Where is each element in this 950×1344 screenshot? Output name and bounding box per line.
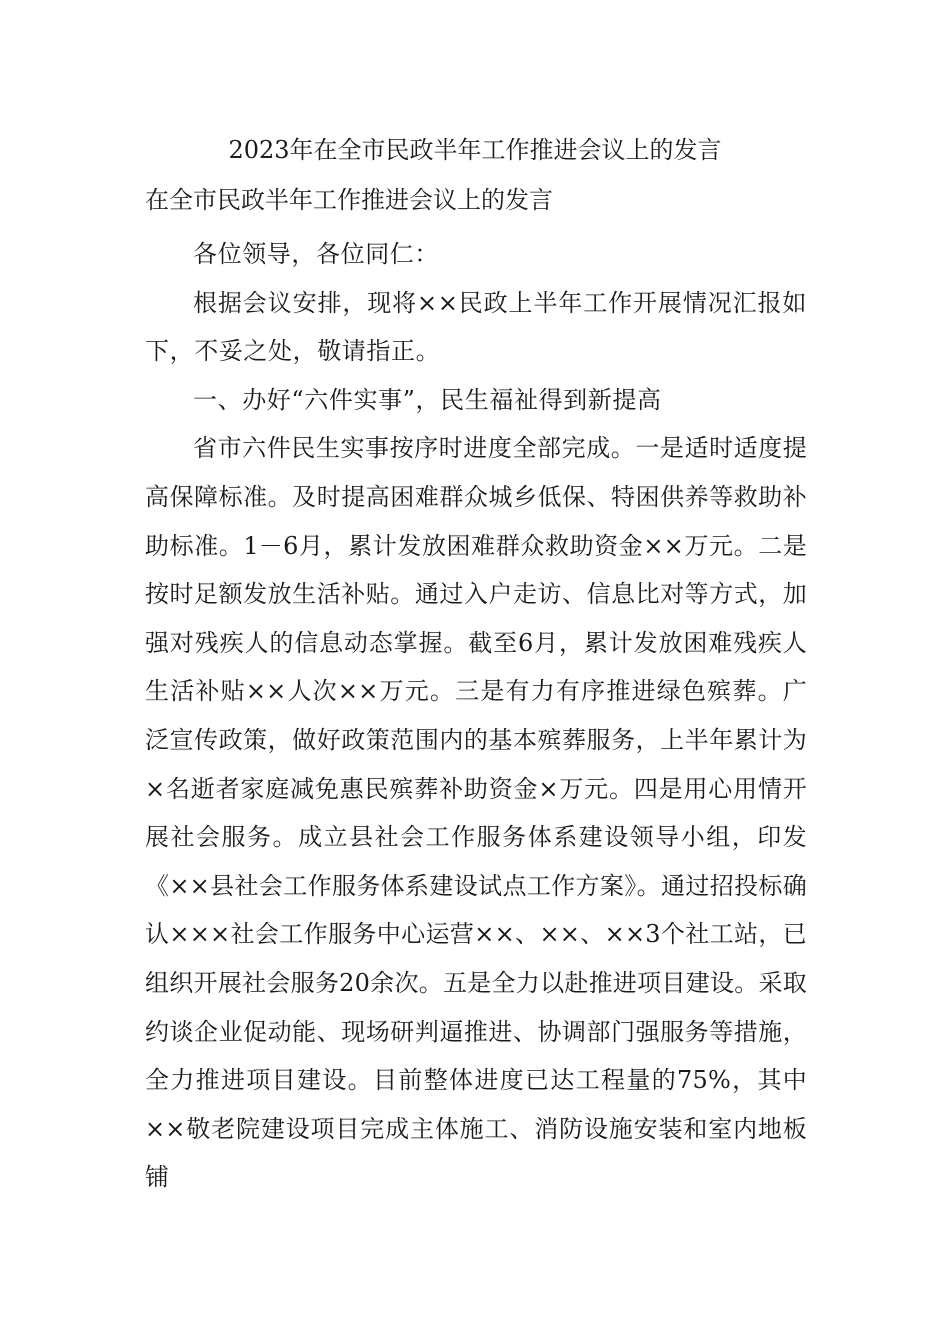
document-body bbox=[145, 230, 807, 1202]
section-1-paragraph: 省市六件民生实事按序时进度全部完成。一是适时适度提高保障标准。及时提高困难群众城乡低保、特困供养等救助补助标准。1－6月，累计发放困难群众救助资金××万元。二是按时足额发放生活补贴。通过入户走访、信息比对等方式，加强对残疾人的信息动态掌握。截至6月，累计发放困难残疾人生活补贴××人次××万元。三是有力有序推进绿色殡葬。广泛宣传政策，做好政策范围内的基本殡葬服务，上半年累计为×名逝者家庭减免惠民殡葬补助资金×万元。四是用心用情开展社会服务。成立县社会工作服务体系建设领导小组，印发《××县社会工作服务体系建设试点工作方案》。通过招投标确认×××社会工作服务中心运营××、××、××3个社工站，已组织开展社会服务20余次。五是全力以赴推进项目建设。采取约谈企业促动能、现场研判逼推进、协调部门强服务等措施，全力推进项目建设。目前整体进度已达工程量的75%，其中××敬老院建设项目完成主体施工、消防设施安装和室内地板铺 bbox=[145, 434, 807, 1192]
document-title: 2023年在全市民政半年工作推进会议上的发言 bbox=[228, 136, 722, 164]
document-subtitle: 在全市民政半年工作推进会议上的发言 bbox=[145, 186, 553, 214]
section-heading-1: 一、办好“六件实事”，民生福祉得到新提高 bbox=[193, 385, 662, 414]
intro-paragraph: 根据会议安排，现将××民政上半年工作开展情况汇报如下，不妥之处，敬请指正。 bbox=[145, 288, 807, 366]
salutation-paragraph: 各位领导，各位同仁： bbox=[193, 240, 439, 268]
